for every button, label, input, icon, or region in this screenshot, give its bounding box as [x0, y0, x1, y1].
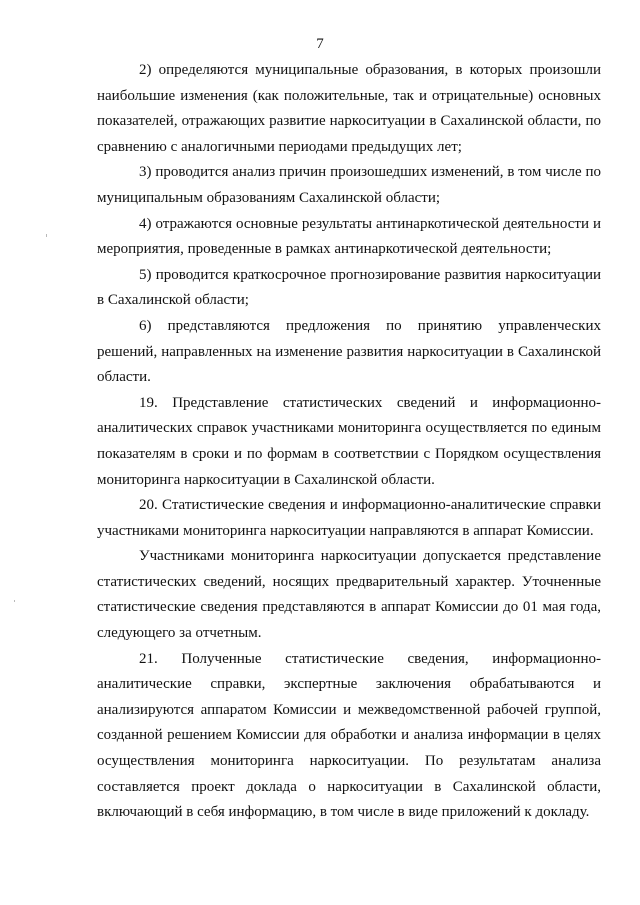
paragraph-item-3: 3) проводится анализ причин произошедших изменений, в том числе по муниципальным образованиям Сахалинской области;	[97, 164, 601, 206]
paragraph-clause-19: 19. Представление статистических сведений и информационно-аналитических справок участниками мониторинга осуществляется по единым показателям в сроки и по формам в соответствии с Порядком осуществления мониторинга наркоситуации в Сахалинской области.	[97, 394, 601, 488]
paragraph-item-5: 5) проводится краткосрочное прогнозирование развития наркоситуации в Сахалинской области;	[97, 266, 601, 309]
paragraph-clause-20: 20. Статистические сведения и информационно-аналитические справки участниками мониторинга наркоситуации направляются в аппарат Комиссии.	[97, 497, 601, 539]
scan-mark-left-1	[46, 234, 47, 237]
paragraph-item-6: 6) представляются предложения по принятию управленческих решений, направленных на изменение развития наркоситуации в Сахалинской области.	[97, 317, 601, 386]
document-body	[97, 58, 601, 826]
paragraph-item-2: 2) определяются муниципальные образования, в которых произошли наибольшие изменения (как положительные, так и отрицательные) основных показателей, отражающих развитие наркоситуации в Сахалинской области, по сравнению с аналогичными периодами предыдущих лет;	[97, 62, 601, 155]
paragraph-clause-21: 21. Полученные статистические сведения, информационно-аналитические справки, экспертные заключения обрабатываются и анализируются аппаратом Комиссии и межведомственной рабочей группой, созданной решением Комиссии для обработки и анализа информации в целях осуществления мониторинга наркоситуации. По результатам анализа составляется проект доклада о наркоситуации в Сахалинской области, включающий в себя информацию, в том числе в виде приложений к докладу.	[97, 650, 601, 821]
page-number: 7	[316, 36, 324, 52]
paragraph-item-4: 4) отражаются основные результаты антинаркотической деятельности и мероприятия, проведенные в рамках антинаркотической деятельности;	[97, 215, 601, 258]
paragraph-preliminary-data: Участниками мониторинга наркоситуации допускается представление статистических сведений, носящих предварительный характер. Уточненные статистические сведения представляются в аппарат Комиссии до 01 мая года, следующего за отчетным.	[97, 548, 601, 642]
scan-mark-left-2	[14, 600, 15, 602]
